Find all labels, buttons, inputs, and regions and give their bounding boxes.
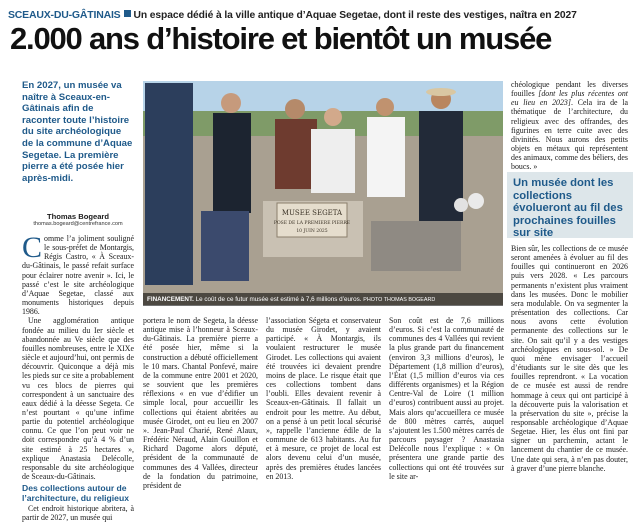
right-column-text-2: . Cela ira de la thématique de l’architecture, du religieux avec des offrandes, des figurines en terre cuite avec des divinités. Nous aurons des petits objets en métaux qui représentent des animaux, comme des béliers, des boucs. » [511,98,628,172]
author-email[interactable]: thomas.bogeard@centrefrance.com [33,221,123,227]
caption-credit: PHOTO THOMAS BOGEARD [363,297,436,303]
headline: 2.000 ans d’histoire et bientôt un musée [10,21,552,56]
caption-label: FINANCEMENT. [147,296,194,303]
column-3: l’association Ségeta et conservateur du musée Girodet, y avaient participé. « À Montargis, ils voulaient restructurer le musée Girodet. Les collections qui avaient été trouvées ici devaient prendre moins de place. Le risque était que ces collections tombent dans l’oubli. Elles devaient revenir à Sceaux-en-Gâtinais. Il fallait un endroit pour les mettre. Au début, on a pensé à un petit local sécurisé », rappelle l’ancienne édile de la commune de 613 habitants. Au fur et à mesure, ce projet de local est alors devenu celui d’un musée, après des premières études lancées en 2013. [266,316,381,481]
square-bullet-icon [124,10,131,17]
right-column-bottom: Bien sûr, les collections de ce musée seront amenées à évoluer au fil des fouilles qui continueront en 2026 puis vers 2028. « Les parcours permanents n’existent plus vraiment dans les musées. Donc le mobilier sera modulable. On va segmenter la présentation des collections. Car nous avons cette évolution permanente des collections sur le site. On sait qu’il y a des vestiges archéologiques en sous-sol. » De quoi mène envisager l’accueil d’étudiants sur le site dès que les fouilles reprendront. « La vocation de ce musée est aussi de rendre hommage à ceux qui ont participé à la découverte puis la valorisation et la préservation du site », précise la responsable archéologique d’Aquae Segetae. Hier, les élus ont fini par signer un parchemin, actant le lancement du chantier de ce musée. Une date qui sera, à n’en pas douter, à graver d’une pierre blanche. [511,244,628,473]
caption-text: Le coût de ce futur musée est estimé à 7,6 millions d’euros. [195,296,362,303]
article-photo [143,81,503,305]
intro-lead: En 2027, un musée va naître à Sceaux-en-Gâtinais afin de raconter toute l’histoire du site archéologique de la commune d’Aquae Segetae. La première pierre a été posée hier après-midi. [22,80,133,184]
author-name: Thomas Bogeard [46,212,110,221]
column-1-para-2: Une agglomération antique fondée au milieu du Ier siècle et abandonnée au Ve siècle que des fouilles nombreuses, entre le XIXe siècle et aujourd’hui, ont permis de découvrir. Quiconque a déjà mis les pieds sur ce site a probablement vu ces blocs de pierres qui correspondent à un sanctuaire des eaux dédié à la déesse Segeta. Ce n’est pourtant « qu’une infime partie du potentiel archéologique connu. Ce que l’on peut voir ne doit correspondre qu’à 4 % d’un site estimé à 25 hectares », explique Anastasia Delécolle, responsable du site archéologique de Sceaux-du-Gâtinais. [22,316,134,482]
highlight-box-title: Un musée dont les collections évolueront au fil des prochaines fouilles sur site [513,177,623,240]
right-column-top [511,80,628,172]
stone-subtitle: POSE DE LA PREMIERE PIERRE [273,221,351,226]
article-subtitle: Un espace dédié à la ville antique d’Aquae Segetae, dont il reste des vestiges, naîtra en 2027 [133,10,577,21]
stone-title: MUSEE SEGETA [281,209,343,217]
stone-date: 10 JUIN 2025 [296,229,328,234]
byline [22,212,134,227]
photo-illustration [143,81,503,305]
right-column-text: chéologique pendant les diverses fouilles [511,80,628,99]
location-label: SCEAUX-DU-GÂTINAIS [8,9,121,21]
column-4: Son coût est de 7,6 millions d’euros. Si c’est la communauté de communes des 4 Vallées qui revient la plus grande part du financement (environ 3,3 millions d’euros), le Département (1,8 million d’euros), l’État (1,5 million d’euros via ces différents organismes) et la Région Centre-Val de Loire (1 million d’euros) contribuent aussi au projet. Mais alors qu’accueillera ce musée de 800 mètres carrés, auquel s’ajoutent les 1.500 mètres carrés de parcours paysager ? Anastasia Delécolle nous l’explique : « On présentera une grande partie des collections qui ont été trouvées sur le site ar- [389,316,504,481]
column-1-para-1: omme l’a joliment souligné le sous-préfet de Montargis, Régis Castro, « À Sceaux-du-Gâtinais, le passé refait surface pour éclairer notre avenir ». Ici, le passé c’est le site archéologique d’Aquae Segetae, classé aux monuments historiques depuis 1986. [22,234,134,317]
column-1 [22,231,134,522]
photo-caption [143,293,503,306]
drop-cap: C [22,231,43,264]
section-subhead: Des collections autour de l’architecture, du religieux [22,483,129,504]
column-1-para-3: Cet endroit historique abritera, à partir de 2027, un musée qui [22,503,134,522]
right-column-italic: [dont les plus récentes ont eu lieu en 2023] [511,89,628,108]
column-2: portera le nom de Segeta, la déesse antique mise à l’honneur à Sceaux-du-Gâtinais. La première pierre a été posée hier, même si la construction a débuté officiellement le 10 mars. Chantal Ponfevé, maire de la commune entre 2001 et 2020, se souvient que les premières réflexions « en vue d’édifier un simple local, pour accueillir les collections qui étaient abritées au musée Girodet, ont eu lieu en 2007 ». Jean-Paul Charié, René Alaux, Frédéric Néraud, Alain Gouillon et Richard Dagorne alors député, président de la communauté de communes des 4 Vallées, directeur de la fondation du patrimoine, président de [143,316,258,490]
highlight-box [507,172,633,238]
